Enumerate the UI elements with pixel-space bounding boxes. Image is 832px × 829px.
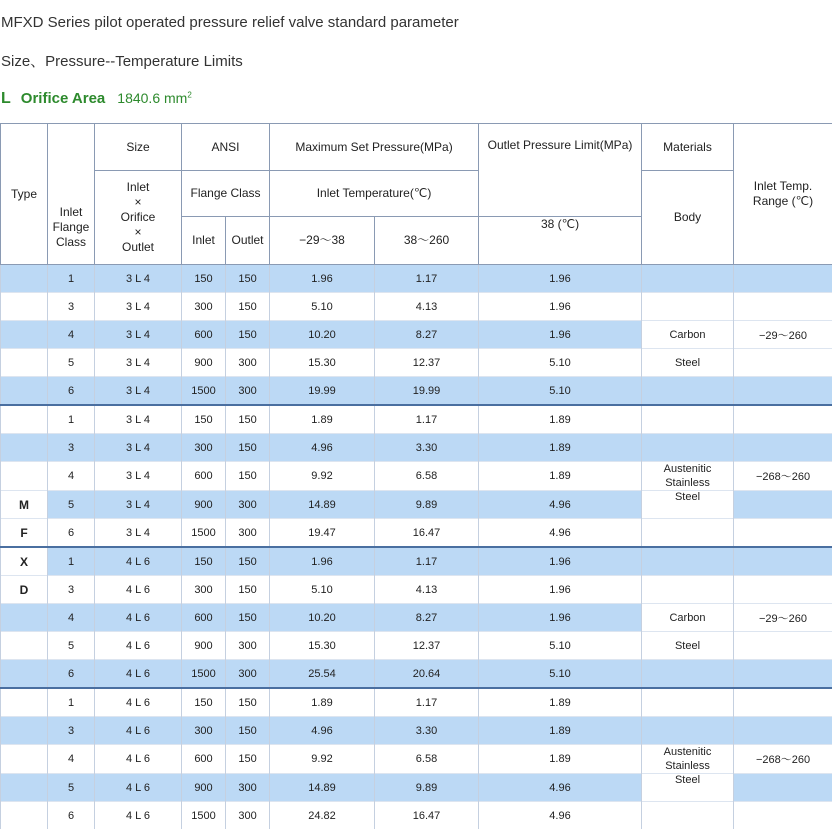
outlet-limit-cell: 5.10	[479, 660, 642, 689]
inlet-flange-class-cell: 6	[48, 660, 95, 689]
type-cell	[1, 321, 48, 349]
orifice-label: Orifice Area	[21, 90, 106, 107]
material-cell	[642, 547, 734, 576]
material-cell	[642, 377, 734, 406]
size-cell: 3 L 4	[95, 321, 182, 349]
type-cell	[1, 293, 48, 321]
ansi-inlet-cell: 600	[182, 321, 226, 349]
header-inlet-temp-range: Inlet Temp. Range (℃)	[734, 124, 832, 265]
type-cell	[1, 745, 48, 774]
table-row	[1, 434, 832, 462]
pressure-low-cell: 1.96	[270, 265, 375, 293]
outlet-limit-cell: 1.89	[479, 405, 642, 434]
material-cell	[642, 660, 734, 689]
type-cell	[1, 802, 48, 829]
type-cell	[1, 688, 48, 717]
table-row	[1, 405, 832, 434]
inlet-flange-class-cell: 1	[48, 405, 95, 434]
table-row	[1, 774, 832, 802]
inlet-flange-class-cell: 4	[48, 321, 95, 349]
table-row	[1, 576, 832, 604]
pressure-low-cell: 4.96	[270, 434, 375, 462]
outlet-limit-cell: 5.10	[479, 349, 642, 377]
type-cell: X	[1, 547, 48, 576]
header-size-sub: Inlet × Orifice × Outlet	[95, 171, 182, 265]
ansi-inlet-cell: 900	[182, 349, 226, 377]
type-cell	[1, 265, 48, 293]
temp-range-cell: −268～260	[734, 462, 832, 491]
header-inlet-temperature: Inlet Temperature(℃)	[270, 171, 479, 217]
size-cell: 4 L 6	[95, 688, 182, 717]
inlet-flange-class-cell: 6	[48, 519, 95, 548]
size-cell: 4 L 6	[95, 774, 182, 802]
material-cell: Steel	[642, 632, 734, 660]
table-row	[1, 519, 832, 548]
ansi-outlet-cell: 150	[226, 405, 270, 434]
table-row	[1, 321, 832, 349]
pressure-high-cell: 19.99	[375, 377, 479, 406]
temp-range-cell	[734, 519, 832, 548]
temp-range-cell	[734, 632, 832, 660]
pressure-low-cell: 4.96	[270, 717, 375, 745]
outlet-limit-cell: 1.89	[479, 745, 642, 774]
table-row	[1, 462, 832, 491]
size-cell: 3 L 4	[95, 293, 182, 321]
ansi-outlet-cell: 150	[226, 434, 270, 462]
header-body: Body	[642, 171, 734, 265]
ansi-outlet-cell: 150	[226, 321, 270, 349]
pressure-high-cell: 6.58	[375, 745, 479, 774]
ansi-outlet-cell: 150	[226, 547, 270, 576]
table-row	[1, 745, 832, 774]
orifice-value: 1840.6 $mm^2$	[117, 90, 192, 106]
inlet-flange-class-cell: 5	[48, 632, 95, 660]
type-cell	[1, 774, 48, 802]
pressure-high-cell: 12.37	[375, 349, 479, 377]
material-cell: Carbon	[642, 604, 734, 632]
inlet-flange-class-cell: 5	[48, 774, 95, 802]
pressure-low-cell: 15.30	[270, 632, 375, 660]
temp-range-cell	[734, 802, 832, 829]
type-cell	[1, 462, 48, 491]
pressure-high-cell: 8.27	[375, 604, 479, 632]
pressure-low-cell: 1.89	[270, 405, 375, 434]
inlet-flange-class-cell: 3	[48, 293, 95, 321]
pressure-low-cell: 10.20	[270, 604, 375, 632]
inlet-flange-class-cell: 1	[48, 265, 95, 293]
pressure-high-cell: 9.89	[375, 774, 479, 802]
page-subtitle: Size、Pressure--Temperature Limits	[1, 50, 243, 71]
temp-range-cell: −29～260	[734, 604, 832, 632]
size-cell: 3 L 4	[95, 349, 182, 377]
type-cell: M	[1, 491, 48, 519]
temp-range-cell	[734, 293, 832, 321]
ansi-outlet-cell: 300	[226, 349, 270, 377]
material-cell	[642, 434, 734, 462]
ansi-inlet-cell: 1500	[182, 802, 226, 829]
ansi-inlet-cell: 1500	[182, 519, 226, 548]
ansi-outlet-cell: 300	[226, 632, 270, 660]
pressure-high-cell: 1.17	[375, 547, 479, 576]
size-cell: 3 L 4	[95, 491, 182, 519]
table-row	[1, 293, 832, 321]
size-cell: 4 L 6	[95, 717, 182, 745]
temp-range-cell	[734, 688, 832, 717]
pressure-high-cell: 4.13	[375, 576, 479, 604]
table-body	[1, 265, 832, 829]
header-temp-low: −29～38	[270, 217, 375, 265]
pressure-low-cell: 14.89	[270, 491, 375, 519]
type-cell: F	[1, 519, 48, 548]
size-cell: 4 L 6	[95, 632, 182, 660]
table-row	[1, 349, 832, 377]
header-temp-high: 38～260	[375, 217, 479, 265]
inlet-flange-class-cell: 4	[48, 745, 95, 774]
inlet-flange-class-cell: 5	[48, 349, 95, 377]
header-materials: Materials	[642, 124, 734, 171]
ansi-inlet-cell: 600	[182, 745, 226, 774]
ansi-outlet-cell: 300	[226, 660, 270, 689]
pressure-high-cell: 1.17	[375, 265, 479, 293]
size-cell: 3 L 4	[95, 519, 182, 548]
pressure-low-cell: 14.89	[270, 774, 375, 802]
table-row	[1, 802, 832, 829]
header-flange-class: Flange Class	[182, 171, 270, 217]
ansi-outlet-cell: 150	[226, 688, 270, 717]
outlet-limit-cell: 1.96	[479, 604, 642, 632]
pressure-low-cell: 24.82	[270, 802, 375, 829]
outlet-limit-cell: 5.10	[479, 632, 642, 660]
table-row	[1, 604, 832, 632]
ansi-inlet-cell: 600	[182, 462, 226, 491]
inlet-flange-class-cell: 1	[48, 688, 95, 717]
ansi-outlet-cell: 150	[226, 265, 270, 293]
size-cell: 3 L 4	[95, 377, 182, 406]
table-row	[1, 547, 832, 576]
header-size: Size	[95, 124, 182, 171]
temp-range-cell	[734, 660, 832, 689]
size-cell: 4 L 6	[95, 576, 182, 604]
ansi-inlet-cell: 600	[182, 604, 226, 632]
ansi-outlet-cell: 300	[226, 774, 270, 802]
inlet-flange-class-cell: 4	[48, 604, 95, 632]
pressure-high-cell: 6.58	[375, 462, 479, 491]
size-cell: 4 L 6	[95, 745, 182, 774]
ansi-inlet-cell: 300	[182, 293, 226, 321]
header-ansi-outlet: Outlet	[226, 217, 270, 265]
material-cell	[642, 802, 734, 829]
ansi-outlet-cell: 150	[226, 462, 270, 491]
page-title: MFXD Series pilot operated pressure relief valve standard parameter	[1, 14, 459, 31]
material-cell	[642, 405, 734, 434]
temp-range-cell: −29～260	[734, 321, 832, 349]
pressure-high-cell: 12.37	[375, 632, 479, 660]
type-cell	[1, 434, 48, 462]
ansi-inlet-cell: 900	[182, 491, 226, 519]
material-cell: Carbon	[642, 321, 734, 349]
pressure-high-cell: 4.13	[375, 293, 479, 321]
temp-range-cell: −268～260	[734, 745, 832, 774]
outlet-limit-cell: 1.89	[479, 688, 642, 717]
pressure-low-cell: 1.96	[270, 547, 375, 576]
size-cell: 4 L 6	[95, 604, 182, 632]
size-cell: 3 L 4	[95, 405, 182, 434]
type-cell: D	[1, 576, 48, 604]
outlet-limit-cell: 4.96	[479, 491, 642, 519]
ansi-outlet-cell: 300	[226, 491, 270, 519]
ansi-outlet-cell: 150	[226, 576, 270, 604]
pressure-high-cell: 3.30	[375, 434, 479, 462]
size-cell: 3 L 4	[95, 462, 182, 491]
header-ansi: ANSI	[182, 124, 270, 171]
inlet-flange-class-cell: 3	[48, 576, 95, 604]
pressure-high-cell: 1.17	[375, 688, 479, 717]
outlet-limit-cell: 5.10	[479, 377, 642, 406]
table-row	[1, 377, 832, 406]
table-row	[1, 688, 832, 717]
outlet-limit-cell: 1.96	[479, 293, 642, 321]
temp-range-cell	[734, 547, 832, 576]
pressure-low-cell: 10.20	[270, 321, 375, 349]
header-outlet-pressure-limit: Outlet Pressure Limit(MPa)	[479, 124, 642, 217]
temp-range-cell	[734, 576, 832, 604]
material-cell	[642, 265, 734, 293]
inlet-flange-class-cell: 3	[48, 434, 95, 462]
table-row	[1, 265, 832, 293]
material-cell	[642, 519, 734, 548]
header-inlet-flange-class: Inlet Flange Class	[48, 124, 95, 265]
pressure-high-cell: 1.17	[375, 405, 479, 434]
ansi-outlet-cell: 300	[226, 802, 270, 829]
outlet-limit-cell: 4.96	[479, 774, 642, 802]
ansi-inlet-cell: 1500	[182, 377, 226, 406]
size-cell: 3 L 4	[95, 434, 182, 462]
header-max-set-pressure: Maximum Set Pressure(MPa)	[270, 124, 479, 171]
inlet-flange-class-cell: 3	[48, 717, 95, 745]
size-cell: 3 L 4	[95, 265, 182, 293]
outlet-limit-cell: 1.96	[479, 321, 642, 349]
outlet-limit-cell: 4.96	[479, 802, 642, 829]
pressure-low-cell: 1.89	[270, 688, 375, 717]
ansi-outlet-cell: 150	[226, 604, 270, 632]
ansi-inlet-cell: 150	[182, 688, 226, 717]
material-cell	[642, 576, 734, 604]
pressure-low-cell: 9.92	[270, 745, 375, 774]
pressure-low-cell: 19.47	[270, 519, 375, 548]
ansi-outlet-cell: 300	[226, 377, 270, 406]
header-outlet-temp: 38 (℃)	[479, 217, 642, 265]
pressure-low-cell: 19.99	[270, 377, 375, 406]
ansi-inlet-cell: 300	[182, 576, 226, 604]
pressure-high-cell: 3.30	[375, 717, 479, 745]
type-cell	[1, 405, 48, 434]
header-type: Type	[1, 124, 48, 265]
pressure-low-cell: 15.30	[270, 349, 375, 377]
material-cell: Austenitic Stainless	[642, 745, 734, 774]
orifice-area	[1, 90, 192, 108]
pressure-low-cell: 9.92	[270, 462, 375, 491]
outlet-limit-cell: 1.96	[479, 576, 642, 604]
pressure-low-cell: 5.10	[270, 293, 375, 321]
parameter-table	[0, 123, 832, 829]
ansi-inlet-cell: 300	[182, 717, 226, 745]
ansi-inlet-cell: 150	[182, 547, 226, 576]
temp-range-cell	[734, 349, 832, 377]
material-cell: Steel	[642, 349, 734, 377]
type-cell	[1, 604, 48, 632]
temp-range-cell	[734, 265, 832, 293]
pressure-low-cell: 5.10	[270, 576, 375, 604]
size-cell: 4 L 6	[95, 547, 182, 576]
ansi-inlet-cell: 900	[182, 632, 226, 660]
table-row	[1, 660, 832, 689]
temp-range-cell	[734, 491, 832, 519]
pressure-high-cell: 8.27	[375, 321, 479, 349]
material-cell: Austenitic Stainless	[642, 462, 734, 491]
ansi-inlet-cell: 300	[182, 434, 226, 462]
inlet-flange-class-cell: 1	[48, 547, 95, 576]
ansi-inlet-cell: 900	[182, 774, 226, 802]
outlet-limit-cell: 1.96	[479, 547, 642, 576]
ansi-outlet-cell: 150	[226, 293, 270, 321]
outlet-limit-cell: 4.96	[479, 519, 642, 548]
inlet-flange-class-cell: 6	[48, 802, 95, 829]
table-row	[1, 632, 832, 660]
pressure-high-cell: 16.47	[375, 519, 479, 548]
inlet-flange-class-cell: 4	[48, 462, 95, 491]
ansi-outlet-cell: 150	[226, 745, 270, 774]
material-cell: Steel	[642, 491, 734, 519]
pressure-high-cell: 16.47	[375, 802, 479, 829]
orifice-letter: L	[1, 90, 11, 107]
type-cell	[1, 632, 48, 660]
material-cell: Steel	[642, 774, 734, 802]
material-cell	[642, 717, 734, 745]
table-row	[1, 717, 832, 745]
temp-range-cell	[734, 774, 832, 802]
header-ansi-inlet: Inlet	[182, 217, 226, 265]
type-cell	[1, 349, 48, 377]
temp-range-cell	[734, 377, 832, 406]
temp-range-cell	[734, 434, 832, 462]
type-cell	[1, 377, 48, 406]
inlet-flange-class-cell: 6	[48, 377, 95, 406]
ansi-outlet-cell: 300	[226, 519, 270, 548]
pressure-low-cell: 25.54	[270, 660, 375, 689]
ansi-outlet-cell: 150	[226, 717, 270, 745]
size-cell: 4 L 6	[95, 802, 182, 829]
ansi-inlet-cell: 150	[182, 265, 226, 293]
temp-range-cell	[734, 717, 832, 745]
outlet-limit-cell: 1.96	[479, 265, 642, 293]
inlet-flange-class-cell: 5	[48, 491, 95, 519]
material-cell	[642, 688, 734, 717]
temp-range-cell	[734, 405, 832, 434]
table-row	[1, 491, 832, 519]
outlet-limit-cell: 1.89	[479, 462, 642, 491]
pressure-high-cell: 9.89	[375, 491, 479, 519]
type-cell	[1, 660, 48, 689]
type-cell	[1, 717, 48, 745]
ansi-inlet-cell: 150	[182, 405, 226, 434]
outlet-limit-cell: 1.89	[479, 434, 642, 462]
outlet-limit-cell: 1.89	[479, 717, 642, 745]
size-cell: 4 L 6	[95, 660, 182, 689]
pressure-high-cell: 20.64	[375, 660, 479, 689]
material-cell	[642, 293, 734, 321]
ansi-inlet-cell: 1500	[182, 660, 226, 689]
